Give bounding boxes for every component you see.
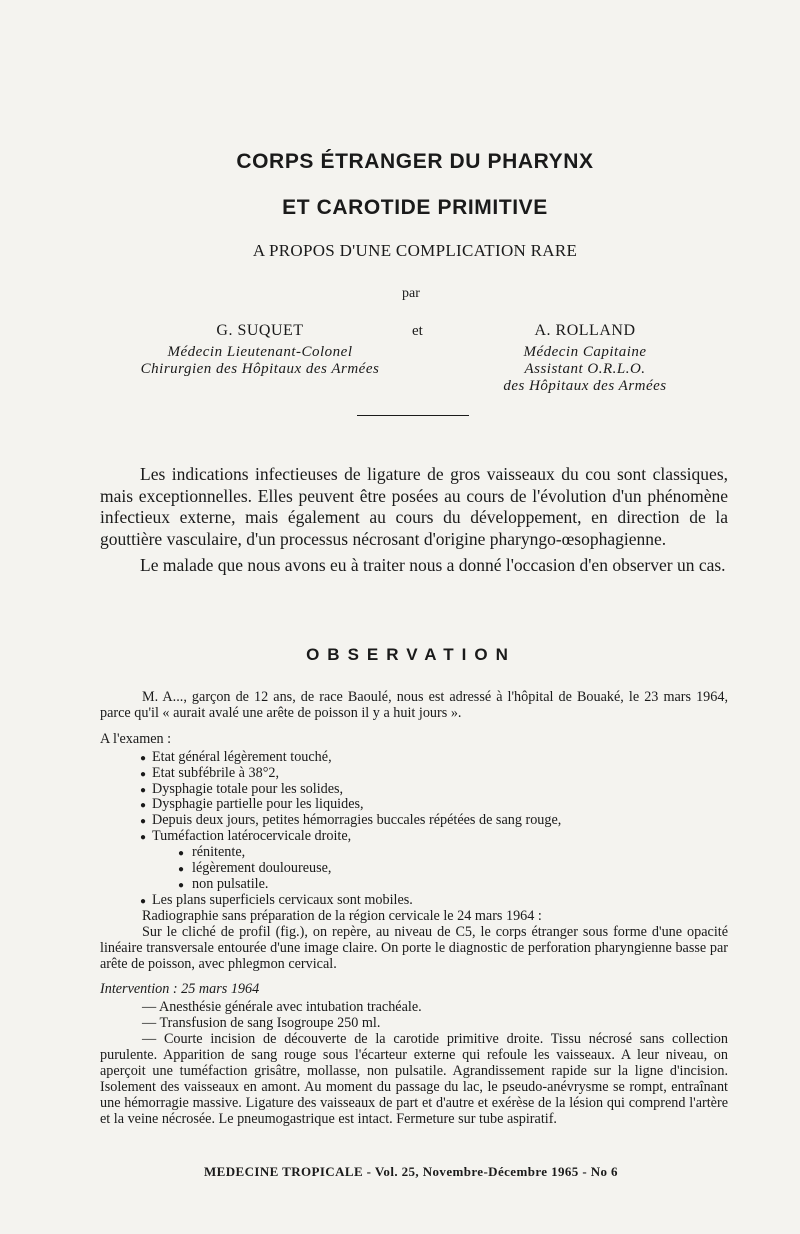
author-role: Médecin Lieutenant-Colonel	[167, 344, 353, 360]
list-item: ● Tuméfaction latérocervicale droite,	[100, 829, 728, 845]
introduction	[100, 464, 728, 577]
author-role: Chirurgien des Hôpitaux des Armées	[140, 361, 380, 377]
and-label: et	[412, 323, 423, 339]
observation-body	[100, 690, 728, 1128]
intro-paragraph: Le malade que nous avons eu à traiter nous a donné l'occasion d'en observer un cas.	[140, 555, 726, 575]
intervention-label: Intervention : 25 mars 1964	[100, 981, 260, 998]
divider	[357, 415, 469, 416]
list-item: ● Dysphagie partielle pour les liquides,	[100, 797, 728, 813]
intro-paragraph: Les indications infectieuses de ligature de gros vaisseaux du cou sont classiques, mais exceptionnelles. Elles peuvent être posées au cours de l'évolution d'un phénomène infectieux externe, mais également au cours du développement, en direction de la gouttière vasculaire, d'un processus nécrosant d'origine pharyngo-œsophagienne.	[100, 464, 728, 549]
list-item: ● Dysphagie totale pour les solides,	[100, 782, 728, 798]
author-rolland	[470, 322, 700, 395]
author-role: des Hôpitaux des Armées	[503, 378, 667, 394]
list-item: ● légèrement douloureuse,	[100, 861, 728, 877]
exam-list-end	[100, 893, 728, 909]
author-suquet	[110, 322, 410, 378]
radio-line: Radiographie sans préparation de la région cervicale le 24 mars 1964 :	[142, 907, 542, 924]
list-item: ● rénitente,	[100, 845, 728, 861]
journal-footer: MEDECINE TROPICALE - Vol. 25, Novembre-Décembre 1965 - No 6	[204, 1164, 618, 1179]
exam-list	[100, 750, 728, 845]
list-item: ● Etat subfébrile à 38°2,	[100, 766, 728, 782]
author-role: Médecin Capitaine	[523, 344, 647, 360]
title-line-2: ET CAROTIDE PRIMITIVE	[282, 196, 548, 219]
subtitle: A PROPOS D'UNE COMPLICATION RARE	[252, 241, 578, 260]
case-paragraph: M. A..., garçon de 12 ans, de race Baoulé, nous est adressé à l'hôpital de Bouaké, le 23 mars 1964, parce qu'il « aurait avalé une arête de poisson il y a huit jours ».	[100, 689, 728, 721]
exam-label: A l'examen :	[100, 730, 172, 747]
by-label: par	[402, 286, 420, 301]
list-item: — Anesthésie générale avec intubation trachéale.	[142, 999, 422, 1016]
title-line-1: CORPS ÉTRANGER DU PHARYNX	[236, 150, 594, 173]
exam-sublist	[100, 845, 728, 893]
section-heading: OBSERVATION	[306, 645, 516, 664]
list-item: — Transfusion de sang Isogroupe 250 ml.	[142, 1015, 381, 1032]
intervention-paragraph: — Courte incision de découverte de la carotide primitive droite. Tissu nécrosé sans collection purulente. Apparition de sang rouge sous l'écarteur externe qui refoule les vaisseaux. A leur niveau, on aperçoit une tuméfaction grisâtre, mollasse, non pulsatile. Agrandissement rapide sur la ligne d'incision. Isolement des vaisseaux en amont. Au moment du passage du lac, le pseudo-anévrysme se rompt, entraînant une hémorragie massive. Ligature des vaisseaux de part et d'autre et exérèse de la lésion qui comprend l'artère et la veine nécrosée. Le pneumogastrique est intact. Fermeture sur tube aspiratif.	[100, 1031, 728, 1127]
list-item: ● Etat général légèrement touché,	[100, 750, 728, 766]
author-name: A. ROLLAND	[534, 322, 636, 339]
list-item: ● Depuis deux jours, petites hémorragies buccales répétées de sang rouge,	[100, 813, 728, 829]
author-name: G. SUQUET	[216, 322, 304, 339]
author-role: Assistant O.R.L.O.	[524, 361, 646, 377]
radio-paragraph: Sur le cliché de profil (fig.), on repère, au niveau de C5, le corps étranger sous forme d'une opacité linéaire transversale entourée d'une image claire. On porte le diagnostic de perforation pharyngienne basse par arête de poisson, avec phlegmon cervical.	[100, 923, 728, 972]
intervention-list	[100, 1000, 728, 1032]
list-item: ● Les plans superficiels cervicaux sont mobiles.	[100, 893, 728, 909]
list-item: ● non pulsatile.	[100, 877, 728, 893]
